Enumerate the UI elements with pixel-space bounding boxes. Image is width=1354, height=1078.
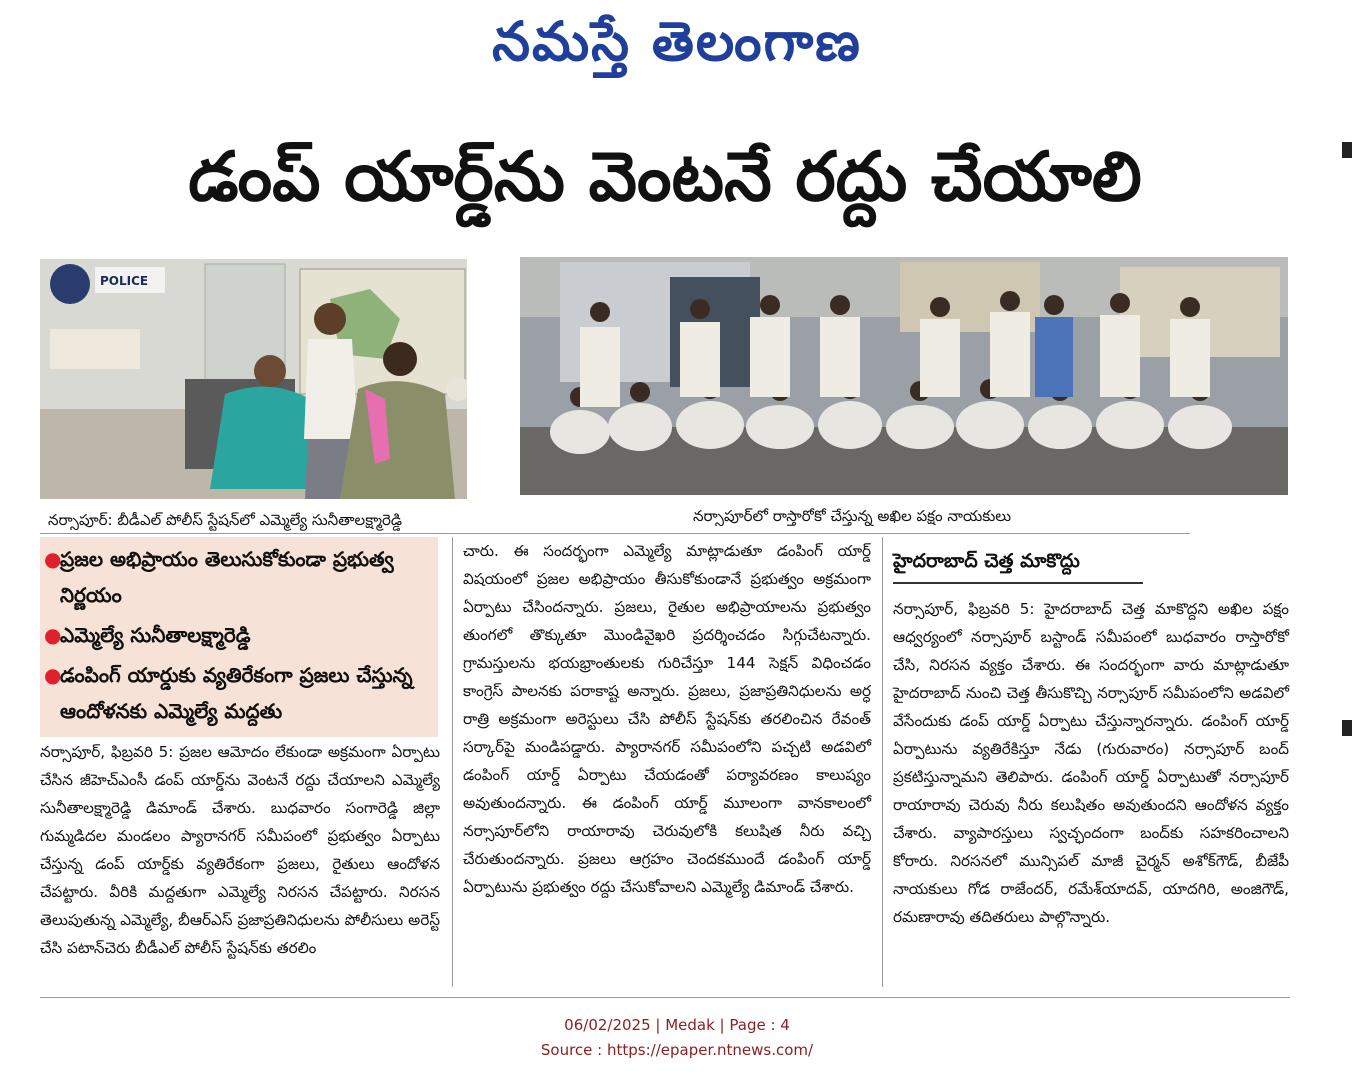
article-column-1: నర్సాపూర్, ఫిబ్రవరి 5: ప్రజల ఆమోదం లేకుండా అక్రమంగా ఏర్పాటు చేసిన జీహెచ్‌ఎంసీ డంప్ యార్డ్‌ను వెంటనే రద్దు చేయాలని ఎమ్మెల్యే సునీతాలక్ష్మారెడ్డి డిమాండ్ చేశారు. బుధవారం సంగారెడ్డి జిల్లా గుమ్మడిదల మండలం ప్యారానగర్ సమీపంలో ప్రభుత్వం ఏర్పాటు చేస్తున్న డంప్ యార్డ్‌కు వ్యతిరేకంగా ప్రజలు, రైతులు ఆందోళన చేపట్టారు. వీరికి మద్దతుగా ఎమ్మెల్యే నిరసన చేపట్టారు. నిరసన తెలుపుతున్న ఎమ్మెల్యే, బీఆర్‌ఎస్ ప్రజాప్రతినిధులను పోలీసులు అరెస్ట్ చేసి పటాన్‌చెరు బీడీఎల్ పోలీస్ స్టేషన్‌కు తరలిం bbox=[40, 743, 440, 957]
newspaper-masthead: నమస్తే తెలంగాణ bbox=[492, 9, 862, 73]
photo-road-protest-graphic bbox=[520, 257, 1288, 495]
photo-road-protest bbox=[520, 257, 1288, 495]
bullet-icon: ● bbox=[44, 623, 62, 647]
photo1-caption: నర్సాపూర్: బీడీఎల్ పోలీస్ స్టేషన్‌లో ఎమ్మెల్యే సునీతాలక్ష్మారెడ్డి bbox=[48, 511, 403, 529]
bullet-icon: ● bbox=[44, 663, 62, 687]
article-column-3: నర్సాపూర్, ఫిబ్రవరి 5: హైదరాబాద్ చెత్త మాకొద్దని అఖిల పక్షం ఆధ్వర్యంలో నర్సాపూర్ బస్టాండ్ సమీపంలో బుధవారం రాస్తారోకో చేసి, నిరసన వ్యక్తం చేశారు. ఈ సందర్భంగా వారు మాట్లాడుతూ హైదరాబాద్ నుంచి చెత్త తీసుకొచ్చి నర్సాపూర్ సమీపంలోని అడవిలో వేసేందుకు డంప్ యార్డ్ ఏర్పాటు చేస్తున్నారన్నారు. డంపింగ్ యార్డ్ ఏర్పాటును వ్యతిరేకిస్తూ నేడు (గురువారం) నర్సాపూర్ బంద్ ప్రకటిస్తున్నామని తెలిపారు. డంపింగ్ యార్డ్ ఏర్పాటుతో నర్సాపూర్ రాయారావు చెరువు నీరు కలుషితం అవుతుందని ఆందోళన వ్యక్తం చేశారు. వ్యాపారస్తులు స్వచ్ఛందంగా బంద్‌కు సహకరించాలని కోరారు. నిరసనలో మున్సిపల్ మాజీ చైర్మన్ అశోక్‌గౌడ్, బీజేపీ నాయకులు గోడ రాజేందర్, రమేశ్‌యాదవ్, యాదగిరి, అంజిగౌడ్, రమణారావు తదితరులు పాల్గొన్నారు. bbox=[893, 600, 1289, 926]
highlight-item bbox=[44, 617, 430, 653]
photo-police-station-graphic bbox=[40, 259, 467, 499]
bullet-icon: ● bbox=[44, 547, 62, 571]
police-sign-text: POLICE bbox=[100, 274, 149, 288]
sub-article-heading: హైదరాబాద్ చెత్త మాకొద్దు bbox=[893, 550, 1080, 572]
highlights-box bbox=[40, 537, 438, 737]
subhead-underline bbox=[893, 582, 1143, 584]
strip-mark bbox=[1342, 720, 1352, 736]
column-divider bbox=[882, 537, 883, 987]
highlight-text: ప్రజల అభిప్రాయం తెలుసుకోకుండా ప్రభుత్వ నిర్ణయం bbox=[60, 547, 394, 607]
article-column-2: చారు. ఈ సందర్భంగా ఎమ్మెల్యే మాట్లాడుతూ డంపింగ్ యార్డ్ విషయంలో ప్రజల అభిప్రాయం తీసుకోకుండానే ప్రభుత్వం అక్రమంగా ఏర్పాటు చేసిందన్నారు. ప్రజలు, రైతుల అభిప్రాయాలను ప్రభుత్వం తుంగలో తొక్కుతూ మొండివైఖరి ప్రదర్శించడం సిగ్గుచేటన్నారు. గ్రామస్తులను భయభ్రాంతులకు గురిచేస్తూ 144 సెక్షన్ విధించడం కాంగ్రెస్ పాలనకు పరాకాష్ట అన్నారు. ప్రజలు, ప్రజాప్రతినిధులను అర్ధ రాత్రి అక్రమంగా అరెస్టులు చేసి పోలీస్ స్టేషన్‌కు తరలించిన రేవంత్ సర్కార్‌పై మండిపడ్డారు. ప్యారానగర్ సమీపంలోని పచ్చటి అడవిలో డంపింగ్ యార్డ్ ఏర్పాటు చేయడంతో పర్యావరణం కాలుష్యం అవుతుందన్నారు. ఈ డంపింగ్ యార్డ్ మూలంగా వానకాలంలో నర్సాపూర్‌లోని రాయారావు చెరువులోకి కలుషిత నీరు వచ్చి చేరుతుందన్నారు. ప్రజలు ఆగ్రహం చెందకముందే డంపింగ్ యార్డ్ ఏర్పాటును ప్రభుత్వం రద్దు చేసుకోవాలని ఎమ్మెల్యే డిమాండ్ చేశారు. bbox=[463, 542, 871, 896]
adjacent-article-strip bbox=[1340, 120, 1354, 980]
highlight-text: డంపింగ్ యార్డుకు వ్యతిరేకంగా ప్రజలు చేస్తున్న ఆందోళనకు ఎమ్మెల్యే మద్దతు bbox=[60, 663, 413, 723]
strip-mark bbox=[1342, 142, 1352, 158]
highlight-text: ఎమ్మెల్యే సునీతాలక్ష్మారెడ్డి bbox=[60, 623, 251, 647]
highlight-item bbox=[44, 541, 430, 613]
source-link[interactable]: Source : https://epaper.ntnews.com/ bbox=[540, 1041, 814, 1059]
photo-police-station bbox=[40, 259, 467, 499]
photo2-caption: నర్సాపూర్‌లో రాస్తారోకో చేస్తున్న అఖిల పక్షం నాయకులు bbox=[693, 507, 1012, 525]
footer-divider bbox=[40, 997, 1290, 998]
highlight-item bbox=[44, 657, 430, 729]
edition-info: 06/02/2025 | Medak | Page : 4 bbox=[564, 1016, 790, 1034]
article-headline: డంప్ యార్డ్‌ను వెంటనే రద్దు చేయాలి bbox=[188, 138, 1142, 217]
column-divider bbox=[452, 537, 453, 987]
caption-divider bbox=[40, 533, 1190, 534]
